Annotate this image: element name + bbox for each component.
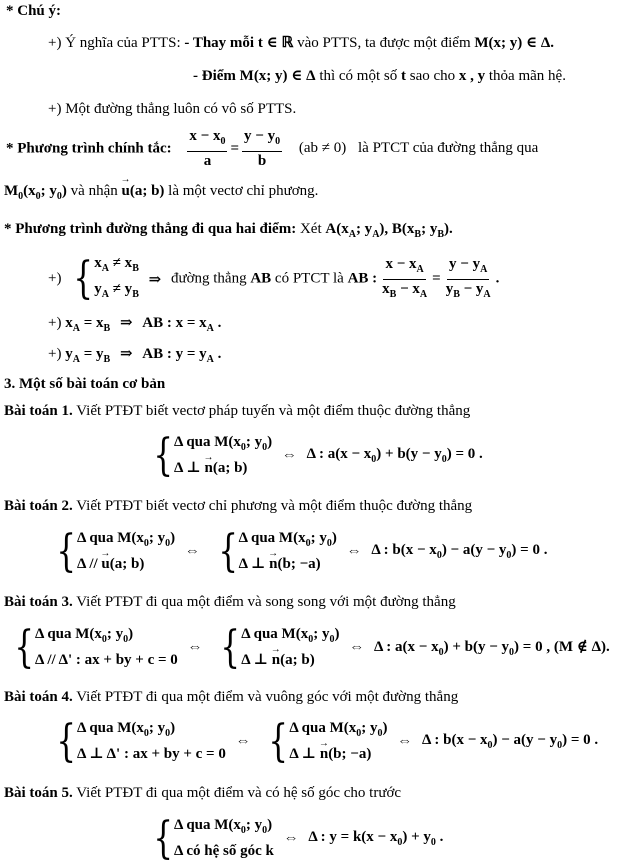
ptts-infinite: +) Một đường thẳng luôn có vô số PTTS. [48,101,297,117]
canonical-line-2: $M_0(x_0$; $y_0$) và nhận → u(a; b) là một vectơ chỉ phương. [4,182,318,206]
canonical-equation-line: * Phương trình chính tắc: $\frac{x - x_0}{a}$ = $\frac{y - y_0}{b}$ (ab ≠ 0) là PTCT của đường thẳng qua [6,128,539,169]
two-points-line: * Phương trình đường thẳng đi qua hai điểm: Xét $A(x_A$; $y_A$), $B(x_B$; $y_B$). [4,221,453,240]
canonical-frac-x: $\frac{x - x_0}{a}$ [189,128,226,169]
math-point-m: M(x; y) ∈ Δ. [474,35,555,51]
problem-1-title: Bài toán 1. Viết PTĐT biết vectơ pháp tuyến và một điểm thuộc đường thẳng [4,403,471,419]
ptts-meaning-line-1: +) Ý nghĩa của PTTS: - Thay mỗi t ∈ ℝ vào PTTS, ta được một điểm M(x; y) ∈ Δ. [48,35,555,51]
problem-2-title: Bài toán 2. Viết PTĐT biết vectơ chỉ phương và một điểm thuộc đường thẳng [4,498,473,514]
note-heading: * Chú ý: [6,3,62,19]
two-points-case-1: +) { $x_A \ne x_B$ $y_A \ne y_B$ ⇒ đường thẳng AB có PTCT là AB : $\frac{x - x_A}{x_B - x_A}$ = $\frac{y - y_A}{y_B - y_A}$ . [48,253,500,304]
problem-5-formula: { Δ qua $M(x_0$; $y_0$) Δ có hệ số góc k ⇔ Δ : $y = k(x - x_0) + y_0$ . [153,812,444,864]
problem-3-title: Bài toán 3. Viết PTĐT đi qua một điểm và song song với một đường thẳng [4,594,456,610]
problem-1-formula: { Δ qua $M(x_0$; $y_0$) Δ ⊥ → n(a; b) ⇔ Δ : $a(x - x_0) + b(y - y_0) = 0$ . [145,432,483,479]
problem-3-formula: { Δ qua $M(x_0$; $y_0$) Δ // Δ' : ax + by + c = 0 ⇔ { Δ qua $M(x_0$; $y_0$) Δ ⊥ → n(a; b) ⇔ Δ : $a(x - x_0) + b(y - y_0) = 0$ , (M ∉ Δ). [6,624,610,671]
problem-4-title: Bài toán 4. Viết PTĐT đi qua một điểm và vuông góc với một đường thẳng [4,689,459,705]
problem-5-title: Bài toán 5. Viết PTĐT đi qua một điểm và có hệ số góc cho trước [4,785,402,801]
section-3-title: 3. Một số bài toán cơ bản [4,376,166,392]
math-t-in-R: t ∈ ℝ [257,35,294,51]
ptts-meaning-line-2: - Điểm M(x; y) ∈ Δ thì có một số t sao cho x , y thỏa mãn hệ. [193,68,566,84]
problem-2-formula: { Δ qua $M(x_0$; $y_0$) Δ // → u(a; b) ⇔ { Δ qua $M(x_0$; $y_0$) Δ ⊥ → n(b; −a) ⇔ Δ : $b(x - x_0) - a(y - y_0) = 0$ . [48,528,547,575]
problem-4-formula: { Δ qua $M(x_0$; $y_0$) Δ ⊥ Δ' : ax + by + c = 0 ⇔ { Δ qua $M(x_0$; $y_0$) Δ ⊥ → n(b; −a) ⇔ Δ : $b(x - x_0) - a(y - y_0) = 0$ . [48,718,598,765]
two-points-case-2: +) $x_A = x_B$ ⇒ AB : $x = x_A$ . [48,315,222,334]
two-points-case-3: +) $y_A = y_B$ ⇒ AB : $y = y_A$ . [48,346,222,365]
canonical-frac-y: $\frac{y - y_0}{b}$ [244,128,281,169]
